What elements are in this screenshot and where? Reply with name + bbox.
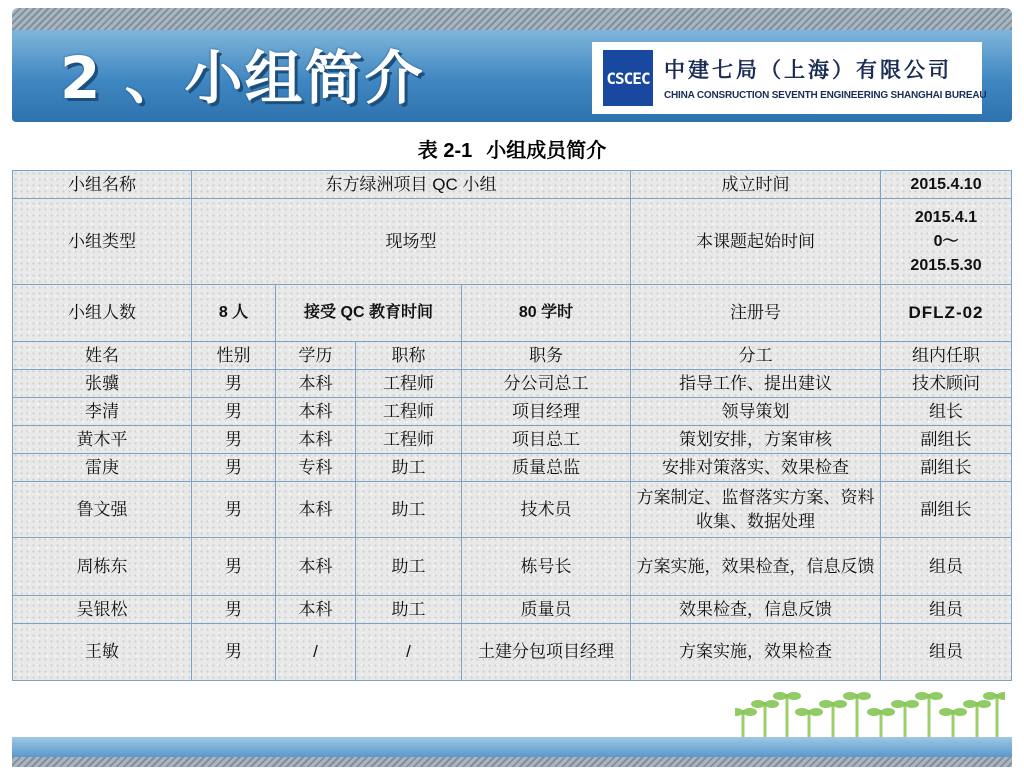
member-task-cell: 效果检查，信息反馈 — [631, 596, 881, 624]
member-name-cell: 李清 — [13, 398, 192, 426]
member-duty-cell: 土建分包项目经理 — [462, 624, 631, 681]
member-gender-cell: 男 — [192, 454, 276, 482]
table-caption-number: 表 2-1 — [417, 140, 473, 162]
member-title-cell: / — [356, 624, 462, 681]
member-role-cell: 组员 — [881, 596, 1012, 624]
member-edu-cell: 本科 — [276, 538, 356, 596]
member-gender-cell: 男 — [192, 426, 276, 454]
label-cell: 注册号 — [631, 285, 881, 342]
sprout-leaf — [963, 700, 977, 708]
value-cell — [881, 199, 1012, 285]
table-row — [13, 426, 1012, 454]
member-edu-cell: / — [276, 624, 356, 681]
company-logo-icon: CSCEC — [603, 50, 653, 106]
value-cell: 80 学时 — [462, 285, 631, 342]
member-task-cell: 策划安排，方案审核 — [631, 426, 881, 454]
sprout-leaf — [953, 708, 967, 716]
member-task-cell: 方案实施，效果检查 — [631, 624, 881, 681]
member-title-cell: 工程师 — [356, 398, 462, 426]
label-cell: 成立时间 — [631, 171, 881, 199]
sprout-leaf — [857, 692, 871, 700]
member-role-cell: 副组长 — [881, 482, 1012, 538]
top-stripe-band — [12, 8, 1012, 30]
member-duty-cell: 技术员 — [462, 482, 631, 538]
table-row — [13, 398, 1012, 426]
sprout-leaf — [809, 708, 823, 716]
info-row-name — [13, 171, 1012, 199]
table-row — [13, 370, 1012, 398]
footer-stripe — [12, 757, 1012, 767]
member-role-cell: 组员 — [881, 624, 1012, 681]
member-title-cell: 工程师 — [356, 370, 462, 398]
member-task-cell: 指导工作、提出建议 — [631, 370, 881, 398]
member-name-cell: 周栋东 — [13, 538, 192, 596]
period-part-3: 2015.5.30 — [910, 256, 982, 274]
table-caption — [0, 134, 1024, 163]
member-gender-cell: 男 — [192, 538, 276, 596]
info-row-type — [13, 199, 1012, 285]
member-duty-cell: 栋号长 — [462, 538, 631, 596]
column-header: 学历 — [276, 342, 356, 370]
column-header: 分工 — [631, 342, 881, 370]
member-task-cell: 领导策划 — [631, 398, 881, 426]
sprout-leaf — [833, 700, 847, 708]
sprout-leaf — [795, 708, 809, 716]
member-edu-cell: 本科 — [276, 596, 356, 624]
member-task-cell: 方案制定、监督落实方案、资料收集、数据处理 — [631, 482, 881, 538]
member-gender-cell: 男 — [192, 370, 276, 398]
member-duty-cell: 质量总监 — [462, 454, 631, 482]
sprout-leaf — [773, 692, 787, 700]
member-duty-cell: 质量员 — [462, 596, 631, 624]
table-row — [13, 624, 1012, 681]
sprout-decoration — [735, 682, 1005, 738]
sprout-leaf — [977, 700, 991, 708]
period-part-1: 2015.4.1 — [914, 208, 978, 226]
slide-title: 2 、小组简介 — [60, 44, 425, 112]
member-edu-cell: 本科 — [276, 370, 356, 398]
label-cell: 本课题起始时间 — [631, 199, 881, 285]
sprout-leaf — [787, 692, 801, 700]
label-cell: 小组名称 — [13, 171, 192, 199]
footer-band — [12, 737, 1012, 757]
member-role-cell: 副组长 — [881, 426, 1012, 454]
sprout-leaf — [905, 700, 919, 708]
member-task-cell: 安排对策落实、效果检查 — [631, 454, 881, 482]
member-title-cell: 助工 — [356, 538, 462, 596]
sprout-leaf — [929, 692, 943, 700]
company-name-en: CHINA CONSRUCTION SEVENTH ENGINEERING SHANGHAI BUREAU — [664, 90, 987, 101]
member-gender-cell: 男 — [192, 624, 276, 681]
sprout-leaf — [743, 708, 757, 716]
member-role-cell: 组员 — [881, 538, 1012, 596]
column-header: 职务 — [462, 342, 631, 370]
column-header: 姓名 — [13, 342, 192, 370]
sprout-leaf — [867, 708, 881, 716]
member-name-cell: 鲁文强 — [13, 482, 192, 538]
sprout-group — [735, 692, 1005, 738]
member-duty-cell: 项目总工 — [462, 426, 631, 454]
column-header-row — [13, 342, 1012, 370]
column-header: 职称 — [356, 342, 462, 370]
table-row — [13, 482, 1012, 538]
table-row — [13, 454, 1012, 482]
label-cell: 接受 QC 教育时间 — [276, 285, 462, 342]
member-edu-cell: 本科 — [276, 426, 356, 454]
table-row — [13, 538, 1012, 596]
member-title-cell: 工程师 — [356, 426, 462, 454]
member-title-cell: 助工 — [356, 482, 462, 538]
value-cell: DFLZ-02 — [881, 285, 1012, 342]
member-name-cell: 王敏 — [13, 624, 192, 681]
sprout-leaf — [881, 708, 895, 716]
member-title-cell: 助工 — [356, 596, 462, 624]
member-name-cell: 吴银松 — [13, 596, 192, 624]
member-gender-cell: 男 — [192, 482, 276, 538]
member-role-cell: 副组长 — [881, 454, 1012, 482]
value-cell: 8 人 — [192, 285, 276, 342]
sprout-leaf — [819, 700, 833, 708]
sprout-leaf — [891, 700, 905, 708]
column-header: 组内任职 — [881, 342, 1012, 370]
team-members-table — [12, 170, 1012, 681]
sprout-leaf — [765, 700, 779, 708]
value-cell: 2015.4.10 — [881, 171, 1012, 199]
member-role-cell: 技术顾问 — [881, 370, 1012, 398]
sprout-leaf — [915, 692, 929, 700]
label-cell: 小组人数 — [13, 285, 192, 342]
member-name-cell: 雷庚 — [13, 454, 192, 482]
member-edu-cell: 本科 — [276, 398, 356, 426]
member-gender-cell: 男 — [192, 596, 276, 624]
member-duty-cell: 分公司总工 — [462, 370, 631, 398]
label-cell: 小组类型 — [13, 199, 192, 285]
sprout-leaf — [939, 708, 953, 716]
member-task-cell: 方案实施，效果检查，信息反馈 — [631, 538, 881, 596]
member-name-cell: 张骥 — [13, 370, 192, 398]
member-edu-cell: 专科 — [276, 454, 356, 482]
sprout-leaf — [843, 692, 857, 700]
member-role-cell: 组长 — [881, 398, 1012, 426]
table-row — [13, 596, 1012, 624]
column-header: 性别 — [192, 342, 276, 370]
sprout-leaf — [983, 692, 997, 700]
member-gender-cell: 男 — [192, 398, 276, 426]
member-title-cell: 助工 — [356, 454, 462, 482]
member-name-cell: 黄木平 — [13, 426, 192, 454]
member-duty-cell: 项目经理 — [462, 398, 631, 426]
period-part-2: 0～ — [933, 232, 959, 250]
member-edu-cell: 本科 — [276, 482, 356, 538]
value-cell: 东方绿洲项目 QC 小组 — [192, 171, 631, 199]
sprout-leaf — [751, 700, 765, 708]
value-cell: 现场型 — [192, 199, 631, 285]
company-name-cn: 中建七局（上海）有限公司 — [664, 57, 952, 82]
info-row-count — [13, 285, 1012, 342]
table-caption-title: 小组成员简介 — [486, 140, 607, 162]
